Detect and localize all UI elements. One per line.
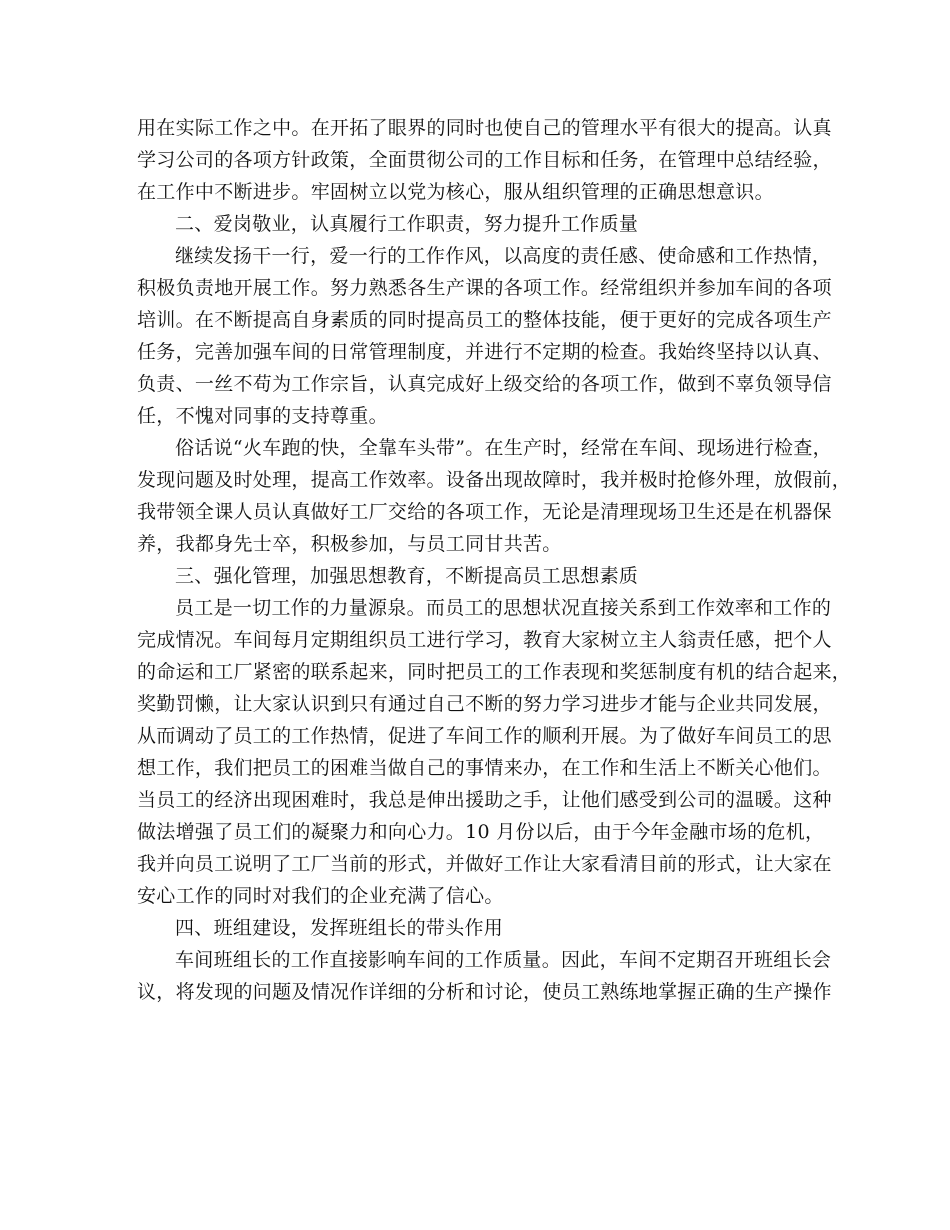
document-body [137,112,852,1008]
text-line: 俗话说“火车跑的快，全靠车头带”。在生产时，经常在车间、现场进行检查， [175,437,832,459]
text-line: 车间班组长的工作直接影响车间的工作质量。因此，车间不定期召开班组长会 [175,949,832,971]
text-line: 四、班组建设，发挥班组长的带头作用 [175,917,504,939]
text-line: 在工作中不断进步。牢固树立以党为核心，服从组织管理的正确思想意识。 [137,181,774,203]
text-line: 负责、一丝不苟为工作宗旨，认真完成好上级交给的各项工作，做到不辜负领导信 [137,373,832,395]
text-line: 学习公司的各项方针政策，全面贯彻公司的工作目标和任务，在管理中总结经验， [137,149,832,171]
text-line: 发现问题及时处理，提高工作效率。设备出现故障时，我并极时抢修外理，放假前， [137,469,852,491]
text-line: 养，我都身先士卒，积极参加，与员工同甘共苦。 [137,533,562,555]
text-line: 继续发扬干一行，爱一行的工作作风，以高度的责任感、使命感和工作热情， [175,245,832,267]
text-line: 培训。在不断提高自身素质的同时提高员工的整体技能，便于更好的完成各项生产 [137,309,832,331]
text-line: 做法增强了员工们的凝聚力和向心力。10 月份以后，由于今年金融市场的危机， [137,821,825,843]
text-line: 员工是一切工作的力量源泉。而员工的思想状况直接关系到工作效率和工作的 [175,597,832,619]
text-line: 任，不愧对同事的支持尊重。 [137,405,388,427]
text-line: 积极负责地开展工作。努力熟悉各生产课的各项工作。经常组织并参加车间的各项 [137,277,832,299]
text-line: 安心工作的同时对我们的企业充满了信心。 [137,885,504,907]
text-line: 我带领全课人员认真做好工厂交给的各项工作，无论是清理现场卫生还是在机器保 [137,501,832,523]
text-line: 议，将发现的问题及情况作详细的分析和讨论，使员工熟练地掌握正确的生产操作 [137,981,832,1003]
text-line: 完成情况。车间每月定期组织员工进行学习，教育大家树立主人翁责任感，把个人 [137,629,832,651]
text-line: 当员工的经济出现困难时，我总是伸出援助之手，让他们感受到公司的温暖。这种 [137,789,832,811]
text-line: 我并向员工说明了工厂当前的形式，并做好工作让大家看清目前的形式，让大家在 [137,853,832,875]
text-line: 三、强化管理，加强思想教育，不断提高员工思想素质 [175,565,639,587]
text-line: 的命运和工厂紧密的联系起来，同时把员工的工作表现和奖惩制度有机的结合起来， [137,661,852,683]
text-line: 从而调动了员工的工作热情，促进了车间工作的顺利开展。为了做好车间员工的思 [137,725,832,747]
text-line: 二、爱岗敬业，认真履行工作职责，努力提升工作质量 [175,213,639,235]
text-line: 任务，完善加强车间的日常管理制度，并进行不定期的检查。我始终坚持以认真、 [137,341,832,363]
text-line: 想工作，我们把员工的困难当做自己的事情来办，在工作和生活上不断关心他们。 [137,757,832,779]
text-line: 用在实际工作之中。在开拓了眼界的同时也使自己的管理水平有很大的提高。认真 [137,117,832,139]
text-line: 奖勤罚懒，让大家认识到只有通过自己不断的努力学习进步才能与企业共同发展， [137,693,832,715]
